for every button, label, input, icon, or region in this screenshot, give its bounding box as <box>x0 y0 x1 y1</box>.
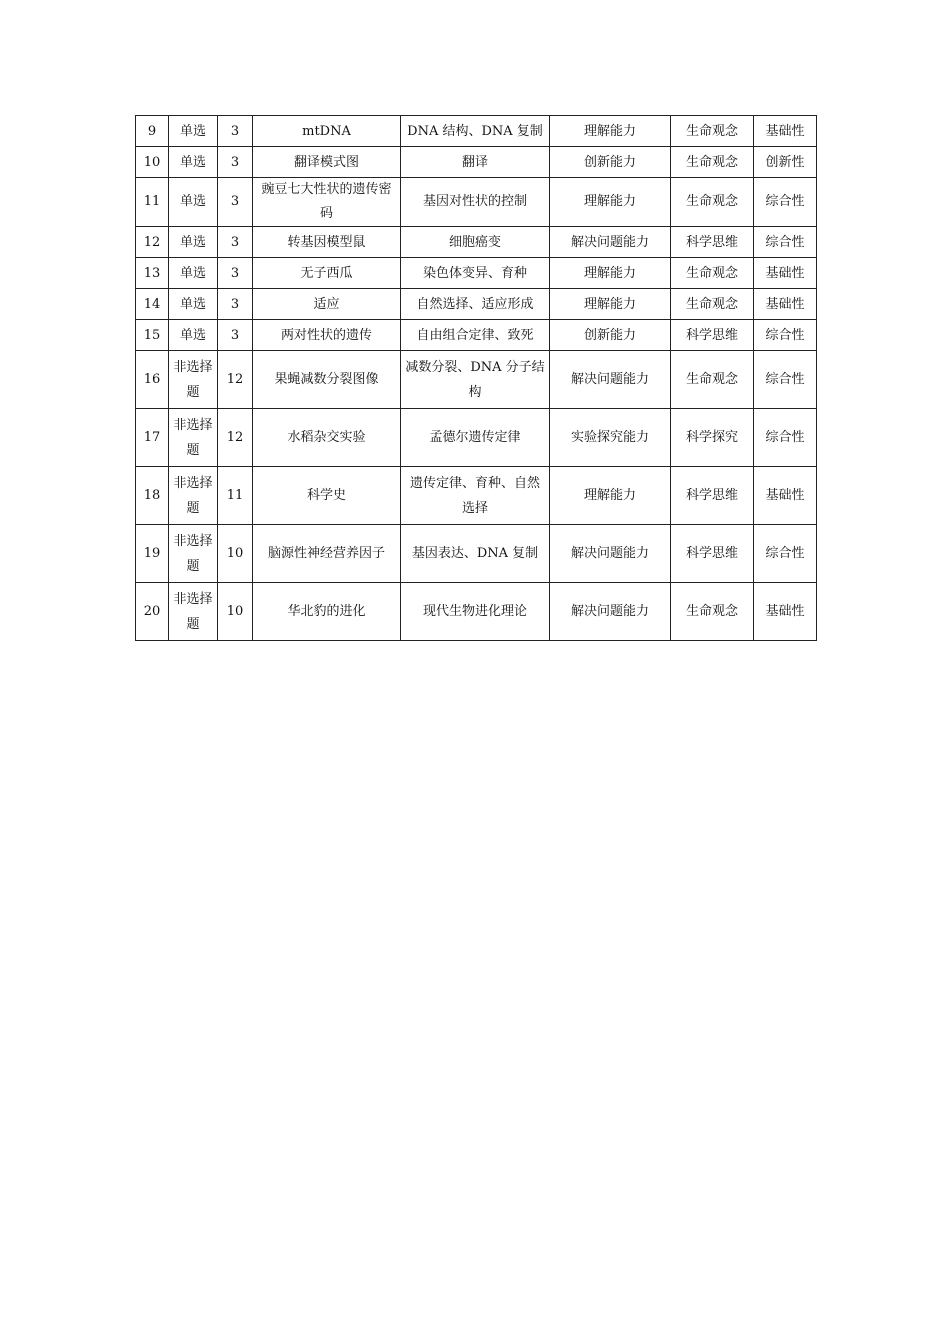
table-row <box>136 525 817 583</box>
cell-context: 科学史 <box>253 467 401 525</box>
cell-context: 华北豹的进化 <box>253 583 401 641</box>
cell-number: 9 <box>136 116 169 147</box>
cell-question-type: 单选 <box>169 227 218 258</box>
cell-level: 基础性 <box>754 258 817 289</box>
table-row <box>136 227 817 258</box>
cell-score: 12 <box>218 409 253 467</box>
cell-context: 豌豆七大性状的遗传密码 <box>253 178 401 227</box>
table-body <box>136 116 817 641</box>
cell-level: 基础性 <box>754 467 817 525</box>
cell-ability: 理解能力 <box>550 289 671 320</box>
cell-context: 适应 <box>253 289 401 320</box>
cell-score: 3 <box>218 116 253 147</box>
cell-literacy: 生命观念 <box>671 178 754 227</box>
cell-ability: 解决问题能力 <box>550 583 671 641</box>
cell-number: 10 <box>136 147 169 178</box>
cell-context: mtDNA <box>253 116 401 147</box>
cell-question-type: 单选 <box>169 147 218 178</box>
cell-knowledge: 遗传定律、育种、自然选择 <box>401 467 550 525</box>
cell-score: 10 <box>218 583 253 641</box>
table-row <box>136 258 817 289</box>
table-row <box>136 409 817 467</box>
cell-level: 综合性 <box>754 409 817 467</box>
cell-ability: 创新能力 <box>550 320 671 351</box>
cell-ability: 理解能力 <box>550 467 671 525</box>
cell-number: 16 <box>136 351 169 409</box>
cell-number: 17 <box>136 409 169 467</box>
cell-question-type: 非选择题 <box>169 351 218 409</box>
cell-ability: 解决问题能力 <box>550 525 671 583</box>
cell-score: 3 <box>218 320 253 351</box>
cell-question-type: 非选择题 <box>169 467 218 525</box>
table-row <box>136 583 817 641</box>
cell-knowledge: 细胞癌变 <box>401 227 550 258</box>
cell-score: 10 <box>218 525 253 583</box>
cell-question-type: 单选 <box>169 258 218 289</box>
table-row <box>136 147 817 178</box>
cell-context: 无子西瓜 <box>253 258 401 289</box>
cell-score: 3 <box>218 178 253 227</box>
table-row <box>136 289 817 320</box>
cell-context: 脑源性神经营养因子 <box>253 525 401 583</box>
cell-knowledge: 自由组合定律、致死 <box>401 320 550 351</box>
cell-knowledge: 基因对性状的控制 <box>401 178 550 227</box>
cell-number: 14 <box>136 289 169 320</box>
cell-level: 综合性 <box>754 320 817 351</box>
cell-number: 11 <box>136 178 169 227</box>
cell-literacy: 生命观念 <box>671 116 754 147</box>
cell-ability: 实验探究能力 <box>550 409 671 467</box>
cell-literacy: 生命观念 <box>671 583 754 641</box>
cell-literacy: 科学思维 <box>671 227 754 258</box>
cell-knowledge: 自然选择、适应形成 <box>401 289 550 320</box>
cell-question-type: 单选 <box>169 178 218 227</box>
table-row <box>136 467 817 525</box>
cell-number: 19 <box>136 525 169 583</box>
cell-context: 翻译模式图 <box>253 147 401 178</box>
cell-literacy: 生命观念 <box>671 147 754 178</box>
cell-literacy: 科学思维 <box>671 320 754 351</box>
cell-level: 基础性 <box>754 289 817 320</box>
cell-knowledge: 染色体变异、育种 <box>401 258 550 289</box>
cell-question-type: 单选 <box>169 289 218 320</box>
cell-literacy: 生命观念 <box>671 351 754 409</box>
cell-literacy: 科学探究 <box>671 409 754 467</box>
cell-context: 水稻杂交实验 <box>253 409 401 467</box>
cell-ability: 理解能力 <box>550 116 671 147</box>
cell-number: 20 <box>136 583 169 641</box>
cell-question-type: 非选择题 <box>169 583 218 641</box>
cell-level: 创新性 <box>754 147 817 178</box>
cell-question-type: 非选择题 <box>169 525 218 583</box>
cell-level: 综合性 <box>754 227 817 258</box>
table-row <box>136 351 817 409</box>
cell-knowledge: 基因表达、DNA 复制 <box>401 525 550 583</box>
cell-context: 转基因模型鼠 <box>253 227 401 258</box>
cell-knowledge: 现代生物进化理论 <box>401 583 550 641</box>
cell-literacy: 生命观念 <box>671 289 754 320</box>
table-row <box>136 178 817 227</box>
cell-question-type: 单选 <box>169 320 218 351</box>
cell-number: 15 <box>136 320 169 351</box>
cell-ability: 理解能力 <box>550 178 671 227</box>
cell-score: 3 <box>218 227 253 258</box>
cell-level: 综合性 <box>754 351 817 409</box>
table-row <box>136 320 817 351</box>
cell-literacy: 生命观念 <box>671 258 754 289</box>
cell-score: 3 <box>218 147 253 178</box>
cell-number: 12 <box>136 227 169 258</box>
cell-number: 13 <box>136 258 169 289</box>
cell-level: 综合性 <box>754 178 817 227</box>
cell-score: 12 <box>218 351 253 409</box>
cell-context: 果蝇减数分裂图像 <box>253 351 401 409</box>
cell-ability: 解决问题能力 <box>550 227 671 258</box>
cell-question-type: 非选择题 <box>169 409 218 467</box>
cell-ability: 创新能力 <box>550 147 671 178</box>
exam-spec-table <box>135 115 817 641</box>
cell-knowledge: 减数分裂、DNA 分子结构 <box>401 351 550 409</box>
cell-level: 基础性 <box>754 116 817 147</box>
cell-number: 18 <box>136 467 169 525</box>
cell-question-type: 单选 <box>169 116 218 147</box>
cell-score: 11 <box>218 467 253 525</box>
cell-ability: 理解能力 <box>550 258 671 289</box>
table-row <box>136 116 817 147</box>
cell-knowledge: 翻译 <box>401 147 550 178</box>
cell-score: 3 <box>218 289 253 320</box>
cell-literacy: 科学思维 <box>671 525 754 583</box>
cell-ability: 解决问题能力 <box>550 351 671 409</box>
cell-level: 综合性 <box>754 525 817 583</box>
cell-knowledge: DNA 结构、DNA 复制 <box>401 116 550 147</box>
cell-literacy: 科学思维 <box>671 467 754 525</box>
cell-score: 3 <box>218 258 253 289</box>
cell-knowledge: 孟德尔遗传定律 <box>401 409 550 467</box>
cell-context: 两对性状的遗传 <box>253 320 401 351</box>
cell-level: 基础性 <box>754 583 817 641</box>
